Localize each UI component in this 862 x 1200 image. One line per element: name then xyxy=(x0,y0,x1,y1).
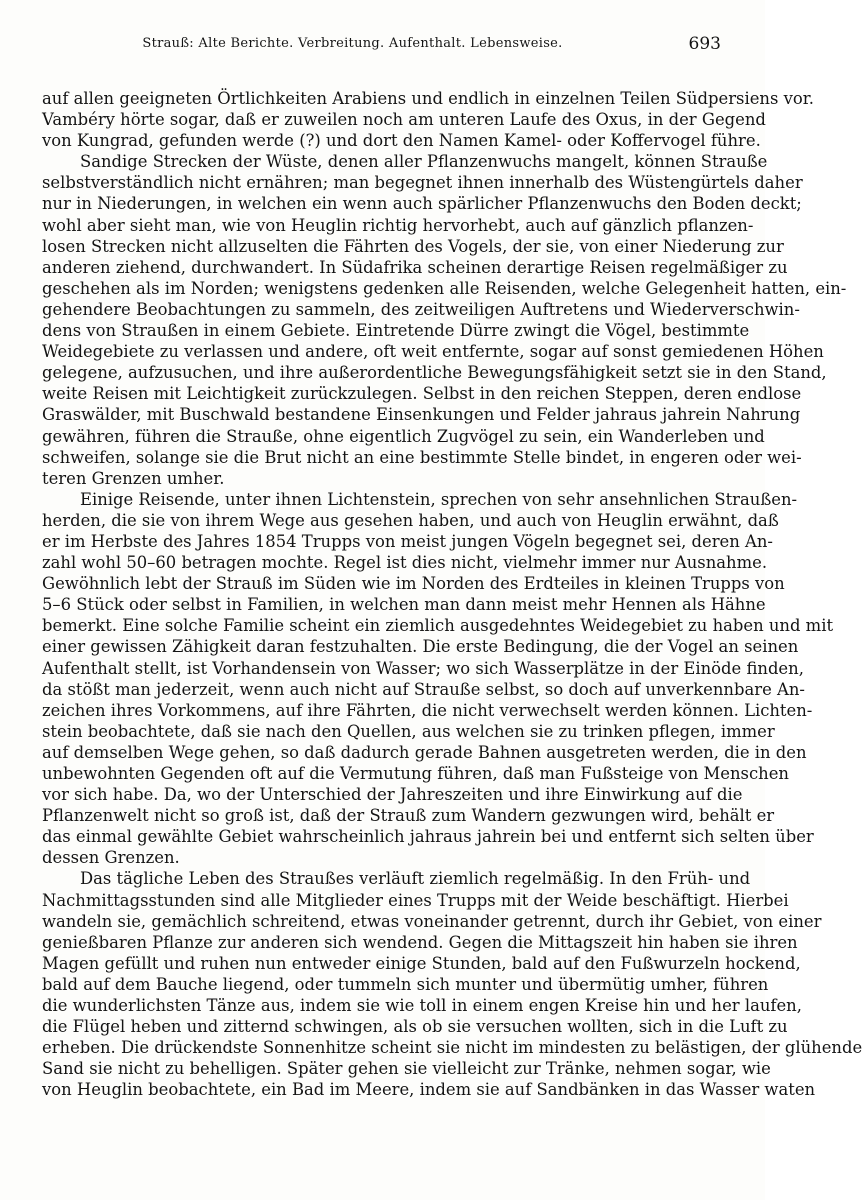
paragraph xyxy=(42,868,862,1100)
text-line: Pflanzenwelt nicht so groß ist, daß der Strauß zum Wandern gezwungen wird, behält er xyxy=(42,806,775,826)
paragraph xyxy=(42,151,847,489)
running-head: Strauß: Alte Berichte. Verbreitung. Aufenthalt. Lebensweise. xyxy=(142,36,563,51)
text-line: Gewöhnlich lebt der Strauß im Süden wie im Norden des Erdteiles in kleinen Trupps von xyxy=(42,574,785,594)
text-line: Nachmittagsstunden sind alle Mitglieder eines Trupps mit der Weide beschäftigt. Hierbei xyxy=(42,890,789,910)
text-line: gehendere Beobachtungen zu sammeln, des zeitweiligen Auftretens und Wiederverschwin- xyxy=(42,299,800,319)
page-header xyxy=(42,36,723,64)
text-line: herden, die sie von ihrem Wege aus gesehen haben, und auch von Heuglin erwähnt, daß xyxy=(42,510,779,530)
text-line: die wunderlichsten Tänze aus, indem sie wie toll in einem engen Kreise hin und her laufen, xyxy=(42,996,802,1016)
text-line: Graswälder, mit Buschwald bestandene Einsenkungen und Felder jahraus jahrein Nahrung xyxy=(42,405,801,425)
text-line: 5–6 Stück oder selbst in Familien, in welchen man dann meist mehr Hennen als Hähne xyxy=(42,595,766,615)
text-line: anderen ziehend, durchwandert. In Südafrika scheinen derartige Reisen regelmäßiger zu xyxy=(42,257,788,277)
text-line: gelegene, aufzusuchen, und ihre außerordentliche Bewegungsfähigkeit setzt sie in den Stand, xyxy=(42,363,827,383)
text-line: Vambéry hörte sogar, daß er zuweilen noch am unteren Laufe des Oxus, in der Gegend xyxy=(42,110,766,130)
text-line: wandeln sie, gemächlich schreitend, etwas voneinander getrennt, durch ihr Gebiet, von einer xyxy=(42,911,822,931)
text-line: bald auf dem Bauche liegend, oder tummeln sich munter und übermütig umher, führen xyxy=(42,974,769,994)
body-text xyxy=(42,88,862,1101)
text-line: selbstverständlich nicht ernähren; man begegnet ihnen innerhalb des Wüstengürtels daher xyxy=(42,173,803,193)
text-line: da stößt man jederzeit, wenn auch nicht auf Strauße selbst, so doch auf unverkennbare An- xyxy=(42,679,805,699)
text-line: zahl wohl 50–60 betragen mochte. Regel ist dies nicht, vielmehr immer nur Ausnahme. xyxy=(42,553,768,573)
text-line: geschehen als im Norden; wenigstens gedenken alle Reisenden, welche Gelegenheit hatten, ein- xyxy=(42,278,847,298)
text-line: bemerkt. Eine solche Familie scheint ein ziemlich ausgedehntes Weidegebiet zu haben und mit xyxy=(42,616,834,636)
text-line: Sand sie nicht zu behelligen. Später gehen sie vielleicht zur Tränke, nehmen sogar, wie xyxy=(42,1059,771,1079)
text-line: teren Grenzen umher. xyxy=(42,468,225,488)
text-line: Aufenthalt stellt, ist Vorhandensein von Wasser; wo sich Wasserplätze in der Einöde finden, xyxy=(42,658,804,678)
text-line: Sandige Strecken der Wüste, denen aller Pflanzenwuchs mangelt, können Strauße xyxy=(80,152,768,172)
text-line: von Kungrad, gefunden werde (?) und dort den Namen Kamel- oder Koffervogel führe. xyxy=(42,131,761,151)
text-line: stein beobachtete, daß sie nach den Quellen, aus welchen sie zu trinken pflegen, immer xyxy=(42,721,775,741)
text-line: einer gewissen Zähigkeit daran festzuhalten. Die erste Bedingung, die der Vogel an seinen xyxy=(42,637,799,657)
text-line: Weidegebiete zu verlassen und andere, oft weit entfernte, sogar auf sonst gemiedenen Höhen xyxy=(42,342,824,362)
text-line: dessen Grenzen. xyxy=(42,848,180,868)
text-line: Magen gefüllt und ruhen nun entweder einige Stunden, bald auf den Fußwurzeln hockend, xyxy=(42,953,801,973)
text-line: er im Herbste des Jahres 1854 Trupps von meist jungen Vögeln begegnet sei, deren An- xyxy=(42,531,773,551)
text-line: schweifen, solange sie die Brut nicht an eine bestimmte Stelle bindet, in engeren oder wei- xyxy=(42,447,802,467)
text-line: von Heuglin beobachtete, ein Bad im Meere, indem sie auf Sandbänken in das Wasser waten xyxy=(42,1080,816,1100)
page-number: 693 xyxy=(688,34,721,54)
text-line: dens von Straußen in einem Gebiete. Eintretende Dürre zwingt die Vögel, bestimmte xyxy=(42,321,750,341)
text-line: weite Reisen mit Leichtigkeit zurückzulegen. Selbst in den reichen Steppen, deren endlose xyxy=(42,384,802,404)
text-line: unbewohnten Gegenden oft auf die Vermutung führen, daß man Fußsteige von Menschen xyxy=(42,764,789,783)
text-line: nur in Niederungen, in welchen ein wenn auch spärlicher Pflanzenwuchs den Boden deckt; xyxy=(42,194,802,214)
text-line: Einige Reisende, unter ihnen Lichtenstein, sprechen von sehr ansehnlichen Straußen- xyxy=(80,489,798,509)
text-line: auf demselben Wege gehen, so daß dadurch gerade Bahnen ausgetreten werden, die in den xyxy=(42,742,807,762)
text-line: erheben. Die drückendste Sonnenhitze scheint sie nicht im mindesten zu belästigen, der glühende xyxy=(42,1038,862,1058)
text-line: Das tägliche Leben des Straußes verläuft ziemlich regelmäßig. In den Früh- und xyxy=(80,869,751,889)
text-line: vor sich habe. Da, wo der Unterschied der Jahreszeiten und ihre Einwirkung auf die xyxy=(42,785,743,805)
paragraph xyxy=(42,489,834,869)
text-line: auf allen geeigneten Örtlichkeiten Arabiens und endlich in einzelnen Teilen Südpersiens vor. xyxy=(42,89,814,108)
text-line: wohl aber sieht man, wie von Heuglin richtig hervorhebt, auch auf gänzlich pflanzen- xyxy=(42,215,754,235)
text-line: zeichen ihres Vorkommens, auf ihre Fährten, die nicht verwechselt werden können. Lichten- xyxy=(42,700,813,720)
text-line: losen Strecken nicht allzuselten die Fährten des Vogels, der sie, von einer Niederung zur xyxy=(42,236,784,256)
text-line: genießbaren Pflanze zur anderen sich wendend. Gegen die Mittagszeit hin haben sie ihren xyxy=(42,932,798,952)
paragraph xyxy=(42,88,814,151)
text-line: die Flügel heben und zitternd schwingen, als ob sie versuchen wollten, sich in die Luft zu xyxy=(42,1017,788,1037)
text-line: das einmal gewählte Gebiet wahrscheinlich jahraus jahrein bei und entfernt sich selten über xyxy=(42,827,814,847)
text-line: gewähren, führen die Strauße, ohne eigentlich Zugvögel zu sein, ein Wanderleben und xyxy=(42,426,765,446)
